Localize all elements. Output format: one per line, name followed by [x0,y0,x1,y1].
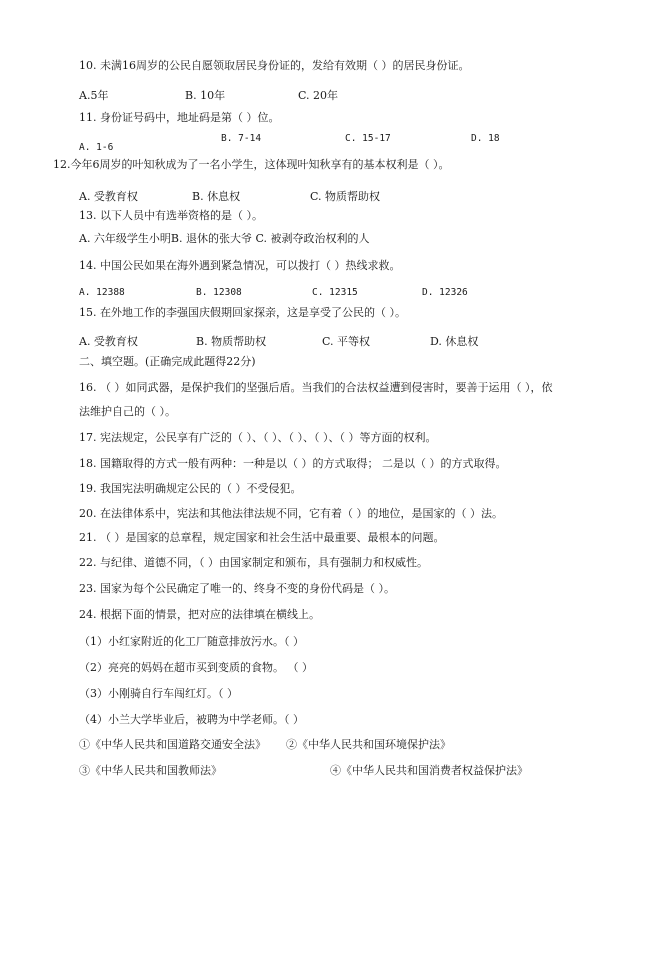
q15-option-c: C. 平等权 [322,335,371,348]
question-24-stem: 24. 根据下面的情景，把对应的法律填在横线上。 [79,608,320,621]
q15-option-d: D. 休息权 [430,335,479,348]
question-14-stem: 14. 中国公民如果在海外遇到紧急情况，可以拨打（ ）热线求救。 [79,259,401,272]
question-16-line1: 16. （ ）如同武器，是保护我们的坚强后盾。当我们的合法权益遭到侵害时，要善于运用（ ），依 [79,381,553,394]
q10-option-c: C. 20年 [298,89,339,102]
question-21: 21. （ ）是国家的总章程，规定国家和社会生活中最重要、最根本的问题。 [79,531,445,544]
question-15-stem: 15. 在外地工作的李强国庆假期回家探亲，这是享受了公民的（ ）。 [79,306,406,319]
q14-option-b: B. 12308 [196,287,242,298]
question-12-stem: 12.今年6周岁的叶知秋成为了一名小学生，这体现叶知秋享有的基本权利是（ ）。 [53,158,450,171]
q24-item-4: （4）小兰大学毕业后，被聘为中学老师。（ ） [79,713,304,726]
q11-option-c: C. 15-17 [345,133,391,144]
q15-option-b: B. 物质帮助权 [196,335,267,348]
q14-option-d: D. 12326 [422,287,468,298]
question-20: 20. 在法律体系中，宪法和其他法律法规不同，它有着（ ）的地位，是国家的（ ）法。 [79,507,503,520]
q15-option-a: A. 受教育权 [79,335,138,348]
q24-law-3: ③《中华人民共和国教师法》 [79,764,222,777]
question-22: 22. 与纪律、道德不同，（ ）由国家制定和颁布，具有强制力和权威性。 [79,556,428,569]
q10-option-b: B. 10年 [185,89,226,102]
q12-option-b: B. 休息权 [192,190,241,203]
q24-law-2: ②《中华人民共和国环境保护法》 [286,738,451,751]
q12-option-a: A. 受教育权 [79,190,138,203]
question-10-stem: 10. 未满16周岁的公民自愿领取居民身份证的，发给有效期（ ）的居民身份证。 [79,59,470,72]
question-16-line2: 法维护自己的（ ）。 [79,405,176,418]
q11-option-b: B. 7-14 [221,133,262,144]
q24-law-4: ④《中华人民共和国消费者权益保护法》 [330,764,528,777]
section-heading-fill-in: 二、填空题。(正确完成此题得22分) [79,355,256,368]
q14-option-c: C. 12315 [312,287,358,298]
q13-options: A. 六年级学生小明B. 退休的张大爷 C. 被剥夺政治权利的人 [79,232,370,245]
q24-item-1: （1）小红家附近的化工厂随意排放污水。（ ） [79,635,304,648]
question-13-stem: 13. 以下人员中有选举资格的是（ ）。 [79,209,263,222]
question-23: 23. 国家为每个公民确定了唯一的、终身不变的身份代码是（ ）。 [79,582,395,595]
question-19: 19. 我国宪法明确规定公民的（ ）不受侵犯。 [79,482,302,495]
q11-option-d: D. 18 [471,133,500,144]
q14-option-a: A. 12388 [79,287,125,298]
q11-option-a: A. 1-6 [79,142,114,153]
q24-item-2: （2）亮亮的妈妈在超市买到变质的食物。 （ ） [79,661,313,674]
q12-option-c: C. 物质帮助权 [310,190,381,203]
question-11-stem: 11. 身份证号码中，地址码是第（ ）位。 [79,111,280,124]
q10-option-a: A.5年 [79,89,109,102]
question-18: 18. 国籍取得的方式一般有两种：一种是以（ ）的方式取得； 二是以（ ）的方式取得。 [79,457,507,470]
q24-item-3: （3）小刚骑自行车闯红灯。（ ） [79,687,238,700]
question-17: 17. 宪法规定，公民享有广泛的（ ）、（ ）、（ ）、（ ）、（ ）等方面的权利。 [79,431,437,444]
q24-law-1: ①《中华人民共和国道路交通安全法》 [79,738,266,751]
